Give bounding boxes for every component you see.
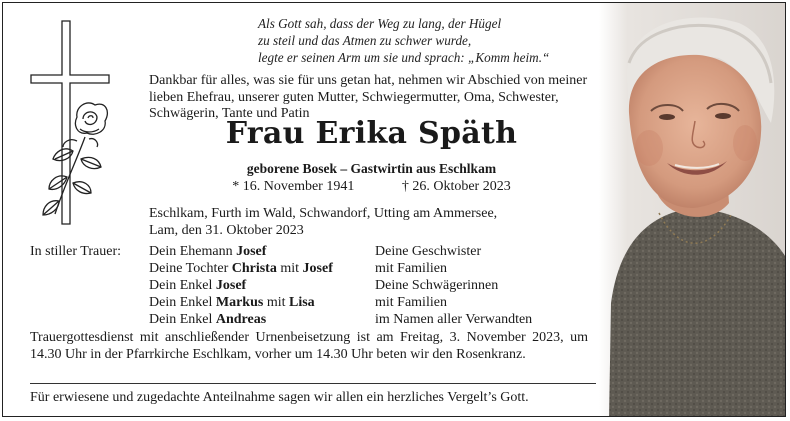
place-and-date (149, 206, 594, 239)
mourners-family (149, 243, 374, 328)
obituary-notice (2, 2, 786, 417)
divider (30, 383, 596, 384)
mourner-line: Deine Geschwister (375, 244, 482, 259)
mourner-line: Dein Ehemann Josef (149, 244, 267, 259)
mourners-relatives (375, 243, 600, 328)
poem-line: zu steil und das Atmen zu schwer wurde, (258, 33, 472, 48)
life-dates (149, 177, 594, 197)
mourning-label: In stiller Trauer: (30, 244, 121, 259)
mourner-line: Dein Enkel Markus mit Lisa (149, 295, 315, 310)
mourner-line: Dein Enkel Josef (149, 278, 247, 293)
portrait-photo (599, 3, 786, 417)
mourner-line: Deine Schwägerinnen (375, 278, 499, 293)
death-date: † 26. Oktober 2023 (401, 179, 511, 194)
thanks-text: Für erwiesene und zugedachte Anteilnahme sagen wir allen ein herzliches Vergelt’s Gott. (30, 390, 529, 405)
mourner-line: Deine Tochter Christa mit Josef (149, 261, 333, 276)
birth-date: * 16. November 1941 (232, 179, 355, 194)
deceased-name: Frau Erika Späth (225, 116, 518, 151)
mourner-line: mit Familien (375, 295, 447, 310)
mourner-line: im Namen aller Verwandten (375, 312, 533, 327)
mourner-line: mit Familien (375, 261, 447, 276)
place-line: Eschlkam, Furth im Wald, Schwandorf, Utting am Ammersee, (149, 206, 498, 221)
mourner-line: Dein Enkel Andreas (149, 312, 267, 327)
funeral-service-text: Trauergottesdienst mit anschließender Urnenbeisetzung ist am Freitag, 3. November 2023, um 14.30 Uhr in der Pfarrkirche Eschlkam, vorher um 14.30 Uhr beten wir den Rosenkranz. (30, 330, 588, 362)
poem-line: Als Gott sah, dass der Weg zu lang, der Hügel (258, 16, 502, 31)
intro-text: Dankbar für alles, was sie für uns getan hat, nehmen wir Abschied von meiner lieben Ehefrau, unserer guten Mutter, Schwiegermutter, Oma, Schwester, Schwägerin, Tante und Patin (149, 73, 588, 121)
place-line: Lam, den 31. Oktober 2023 (149, 222, 304, 238)
cross-with-rose-icon (25, 19, 115, 229)
poem-line: legte er seinen Arm um sie und sprach: „Komm heim.“ (258, 50, 550, 65)
birth-name-occupation: geborene Bosek – Gastwirtin aus Eschlkam (246, 161, 497, 176)
poem-quote (258, 15, 598, 66)
